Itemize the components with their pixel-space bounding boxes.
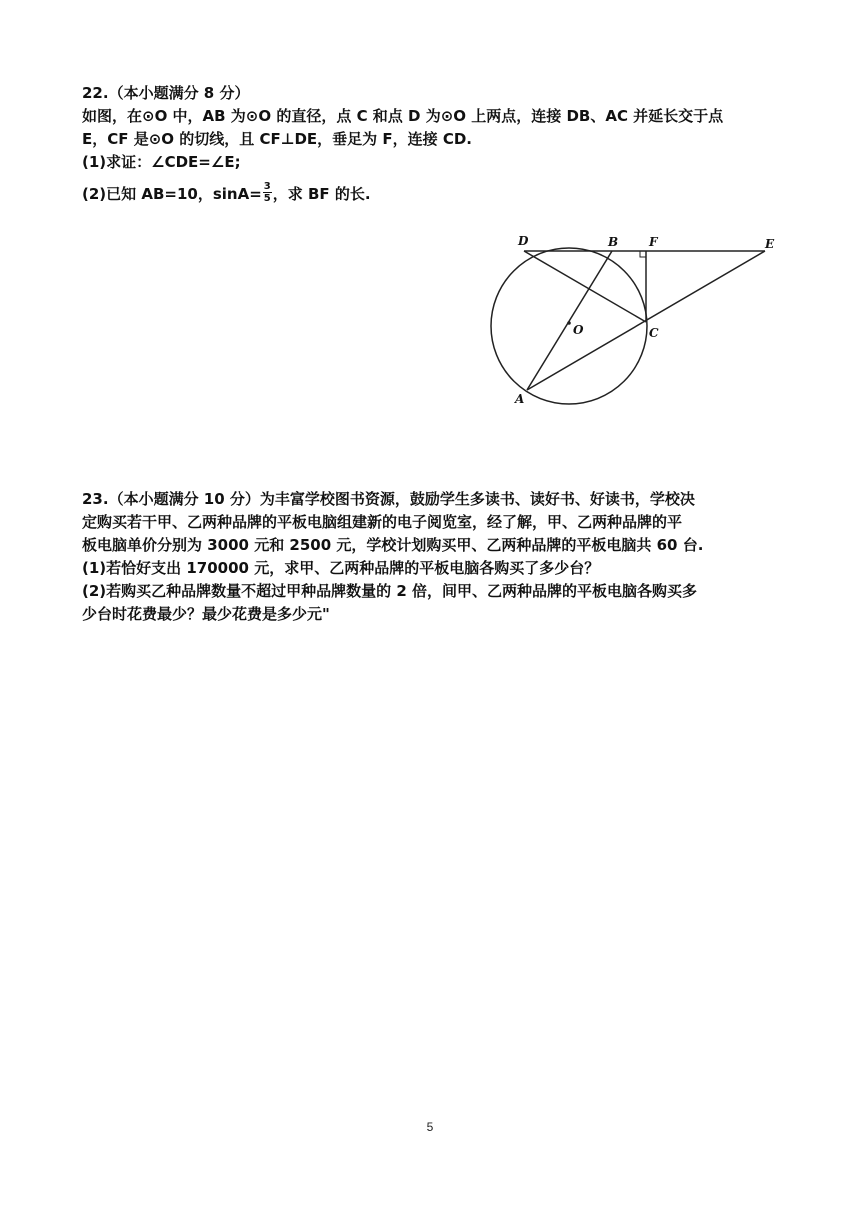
q22-statement-line-2: E，CF 是⊙O 的切线，且 CF⊥DE，垂足为 F，连接 CD.	[82, 130, 473, 148]
label-f: F	[649, 235, 658, 249]
label-e: E	[765, 237, 775, 251]
q23-part-2-line-1: (2)若购买乙种品牌数量不超过甲种品牌数量的 2 倍，间甲、乙两种品牌的平板电脑各购买多	[82, 582, 698, 600]
fraction-denominator: 5	[263, 193, 271, 204]
label-o: O	[573, 323, 584, 337]
q23-part-1: (1)若恰好支出 170000 元，求甲、乙两种品牌的平板电脑各购买了多少台？	[82, 559, 600, 577]
q23-statement-line-2: 定购买若干甲、乙两种品牌的平板电脑组建新的电子阅览室，经了解，甲、乙两种品牌的平	[82, 513, 683, 531]
page-number: 5	[426, 1120, 434, 1134]
q22-header: 22.（本小题满分 8 分）	[82, 84, 250, 102]
right-angle-marker	[640, 251, 646, 257]
q22-part-2	[82, 183, 782, 206]
fraction-numerator: 3	[263, 181, 271, 192]
q23-statement-line-1: 23.（本小题满分 10 分）为丰富学校图书资源，鼓励学生多读书、读好书、好读书，学校决	[82, 490, 695, 508]
label-d: D	[518, 234, 529, 248]
label-b: B	[608, 235, 619, 249]
geometry-figure	[470, 228, 790, 418]
line-dc	[524, 251, 646, 322]
q22-part-1: (1)求证：∠CDE=∠E;	[82, 153, 241, 171]
center-point	[567, 321, 571, 325]
label-a: A	[515, 392, 525, 406]
sin-a-fraction	[263, 181, 272, 204]
label-c: C	[649, 326, 659, 340]
q22-part-2-suffix: ，求 BF 的长.	[272, 185, 371, 203]
q22-part-2-prefix: (2)已知 AB=10，sinA=	[82, 185, 262, 203]
q22-statement-line-1: 如图，在⊙O 中，AB 为⊙O 的直径，点 C 和点 D 为⊙O 上两点，连接 DB、AC 并延长交于点	[82, 107, 724, 125]
q23-statement-line-3: 板电脑单价分别为 3000 元和 2500 元，学校计划购买甲、乙两种品牌的平板电脑共 60 台.	[82, 536, 704, 554]
q23-part-2-line-2: 少台时花费最少？最少花费是多少元"	[82, 605, 330, 623]
line-ab	[527, 251, 612, 390]
circle-o	[491, 248, 647, 404]
